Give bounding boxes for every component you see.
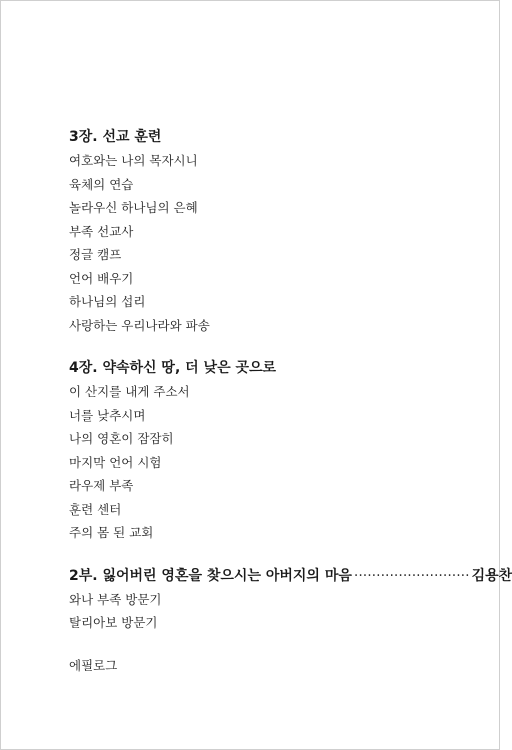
chapter-3-section — [69, 125, 449, 337]
part-2-author: 김용찬 — [471, 567, 512, 584]
toc-entry: 너를 낮추시며 — [69, 407, 146, 423]
epilogue-section — [69, 654, 449, 678]
toc-entry: 언어 배우기 — [69, 270, 134, 286]
toc-entry: 여호와는 나의 목자시니 — [69, 153, 198, 168]
toc-entry: 주의 몸 된 교회 — [69, 525, 154, 540]
chapter-4-heading: 4장. 약속하신 땅, 더 낮은 곳으로 — [69, 360, 277, 376]
toc-entry: 훈련 센터 — [69, 501, 122, 517]
toc-entry: 정글 캠프 — [69, 247, 122, 262]
toc-entry: 마지막 언어 시험 — [69, 454, 162, 470]
toc-entry: 탈리아보 방문기 — [69, 615, 158, 630]
toc-entry: 부족 선교사 — [69, 223, 134, 239]
epilogue-entry: 에필로그 — [69, 657, 118, 673]
part-2-heading — [69, 564, 512, 588]
toc-entry: 하나님의 섭리 — [69, 294, 146, 309]
dot-leader: ·························· — [353, 567, 470, 584]
part-2-section — [69, 564, 512, 635]
chapter-4-section — [69, 356, 449, 545]
toc-entry: 사랑하는 우리나라와 파송 — [69, 317, 210, 333]
part-2-title: 2부. 잃어버린 영혼을 찾으시는 아버지의 마음 — [69, 567, 352, 584]
toc-entry: 육체의 연습 — [69, 176, 134, 192]
toc-entry: 이 산지를 내게 주소서 — [69, 384, 190, 399]
toc-entry: 와나 부족 방문기 — [69, 591, 162, 607]
table-of-contents — [69, 125, 512, 677]
toc-entry: 라우제 부족 — [69, 478, 134, 493]
toc-entry: 놀라우신 하나님의 은혜 — [69, 200, 198, 215]
chapter-3-heading: 3장. 선교 훈련 — [69, 129, 162, 145]
toc-entry: 나의 영혼이 잠잠히 — [69, 431, 174, 446]
